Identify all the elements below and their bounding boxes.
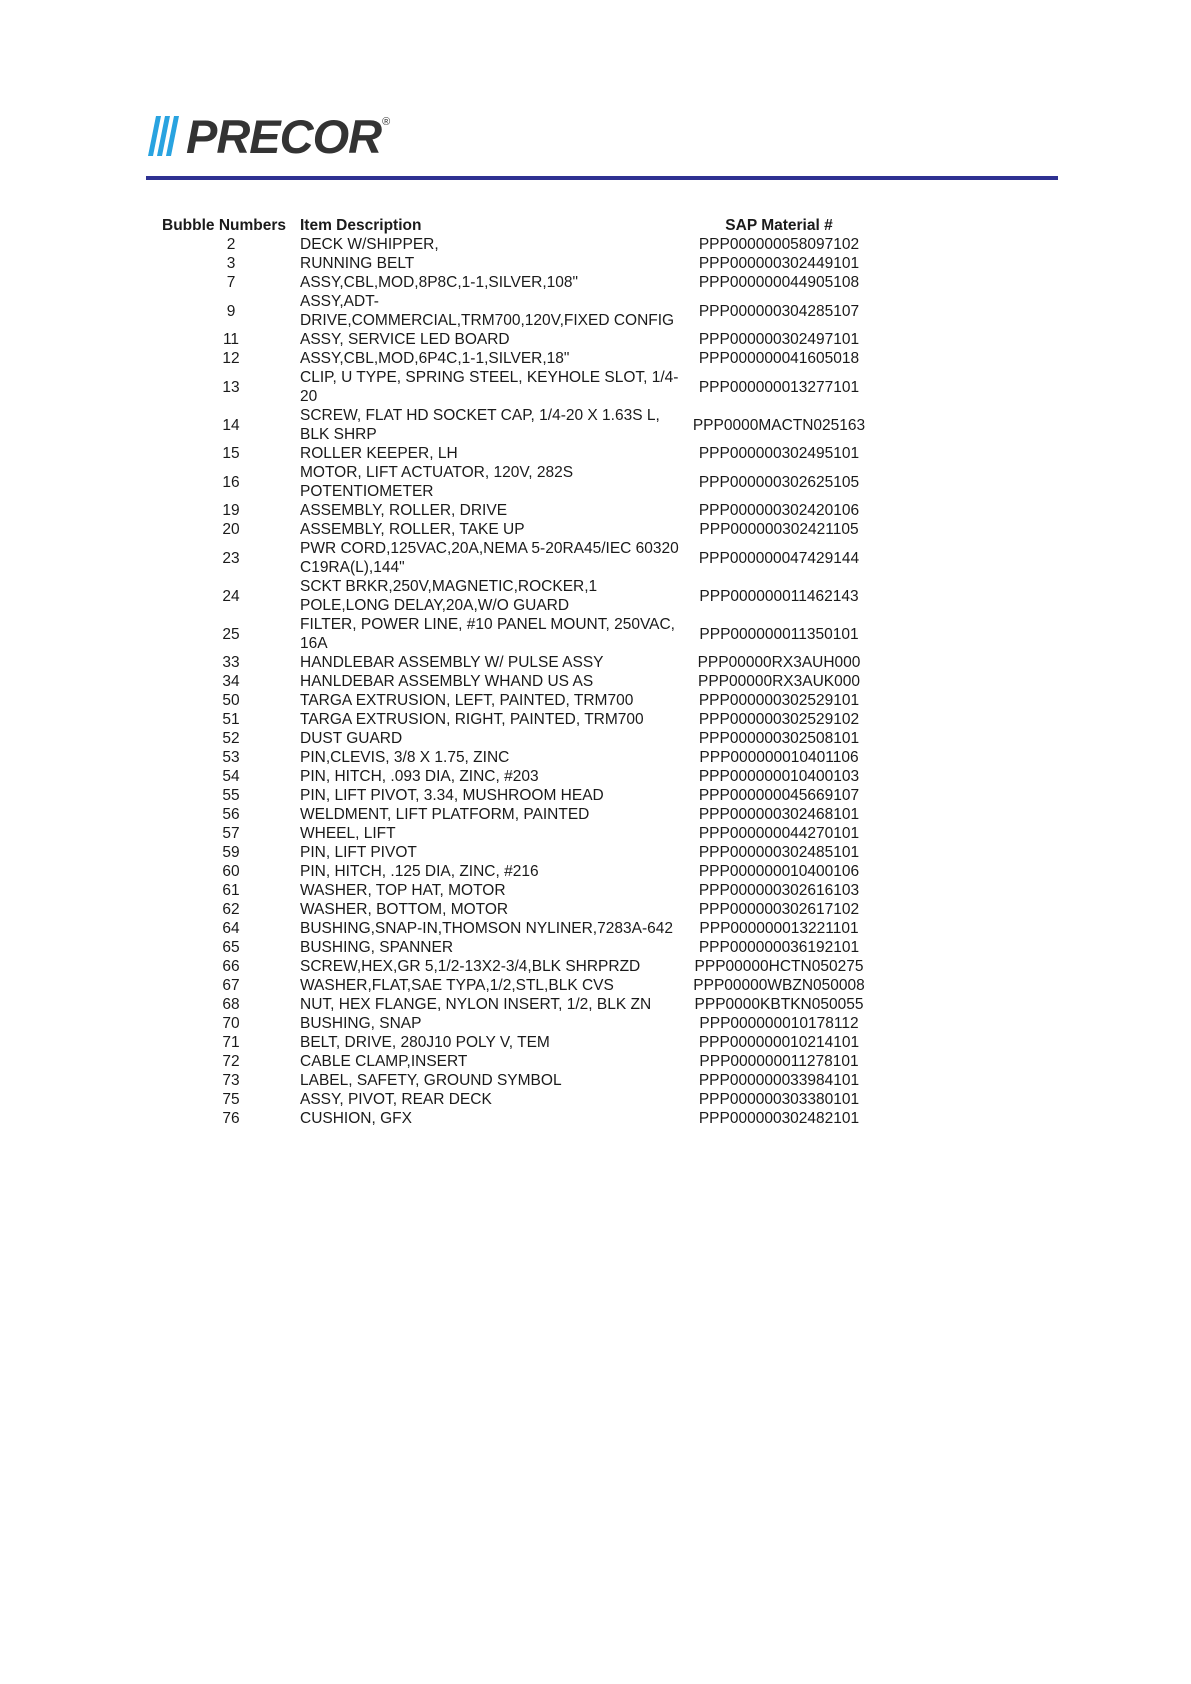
- bubble-number-cell: 33: [222, 654, 240, 671]
- table-row: [162, 1014, 869, 1033]
- header-rule: [146, 176, 1058, 180]
- item-description-cell: NUT, HEX FLANGE, NYLON INSERT, 1/2, BLK ZN: [300, 996, 652, 1013]
- item-description-cell: PIN, LIFT PIVOT: [300, 844, 417, 861]
- item-description-cell: PIN, HITCH, .093 DIA, ZINC, #203: [300, 768, 539, 785]
- precor-logo: [148, 109, 391, 163]
- sap-material-cell: PPP000000302497101: [698, 331, 860, 348]
- table-row: [162, 520, 869, 539]
- sap-material-cell: PPP000000302421105: [699, 521, 859, 538]
- bubble-number-cell: 71: [222, 1034, 240, 1051]
- table-row: [162, 1109, 869, 1128]
- table-row: [162, 957, 869, 976]
- sap-material-cell: PPP000000058097102: [698, 236, 860, 253]
- item-description-cell: CLIP, U TYPE, SPRING STEEL, KEYHOLE SLOT, 1/4-20: [300, 369, 679, 405]
- sap-material-cell: PPP00000RX3AUK000: [697, 673, 860, 690]
- table-row: [162, 653, 869, 672]
- bubble-number-cell: 72: [222, 1053, 240, 1070]
- bubble-number-cell: 24: [222, 587, 240, 605]
- table-row: [162, 254, 869, 273]
- header-bubble-numbers: Bubble Numbers: [162, 217, 287, 234]
- logo-wordmark: PRECOR: [186, 109, 382, 163]
- item-description-cell: ASSY,ADT-DRIVE,COMMERCIAL,TRM700,120V,FIXED CONFIG: [300, 293, 675, 329]
- bubble-number-cell: 16: [222, 473, 240, 491]
- bubble-number-cell: 54: [222, 768, 240, 785]
- table-row: [162, 748, 869, 767]
- table-row: [162, 900, 869, 919]
- item-description-cell: TARGA EXTRUSION, RIGHT, PAINTED, TRM700: [300, 711, 644, 728]
- sap-material-cell: PPP000000010400103: [698, 768, 860, 785]
- sap-material-cell: PPP0000KBTKN050055: [694, 996, 864, 1013]
- bubble-number-cell: 62: [222, 901, 240, 918]
- sap-material-cell: PPP000000304285107: [698, 302, 860, 320]
- bubble-number-cell: 65: [222, 939, 240, 956]
- table-row: [162, 938, 869, 957]
- header-sap-material: SAP Material #: [725, 217, 833, 234]
- sap-material-cell: PPP000000011462143: [699, 587, 859, 605]
- sap-material-cell: PPP000000303380101: [698, 1091, 860, 1108]
- sap-material-cell: PPP000000302485101: [698, 844, 860, 861]
- table-row: [162, 368, 869, 406]
- sap-material-cell: PPP00000HCTN050275: [694, 958, 864, 975]
- item-description-cell: SCREW,HEX,GR 5,1/2-13X2-3/4,BLK SHRPRZD: [300, 958, 641, 975]
- sap-material-cell: PPP00000WBZN050008: [693, 977, 865, 994]
- table-row: [162, 1052, 869, 1071]
- item-description-cell: BELT, DRIVE, 280J10 POLY V, TEM: [300, 1034, 550, 1051]
- table-row: [162, 805, 869, 824]
- table-row: [162, 235, 869, 254]
- table-row: [162, 349, 869, 368]
- item-description-cell: HANDLEBAR ASSEMBLY W/ PULSE ASSY: [300, 654, 604, 671]
- item-description-cell: ROLLER KEEPER, LH: [300, 445, 458, 462]
- bubble-number-cell: 11: [222, 331, 240, 348]
- table-row: [162, 1033, 869, 1052]
- item-description-cell: MOTOR, LIFT ACTUATOR, 120V, 282S POTENTIOMETER: [300, 464, 574, 500]
- sap-material-cell: PPP000000047429144: [698, 549, 860, 567]
- table-header-row: [162, 214, 869, 235]
- parts-table-body: [162, 235, 869, 1128]
- bubble-number-cell: 68: [222, 996, 240, 1013]
- sap-material-cell: PPP000000302616103: [698, 882, 860, 899]
- sap-material-cell: PPP000000010400106: [698, 863, 860, 880]
- sap-material-cell: PPP000000036192101: [698, 939, 860, 956]
- item-description-cell: ASSY,CBL,MOD,6P4C,1-1,SILVER,18": [300, 350, 570, 367]
- logo-stripes-icon: [148, 116, 186, 156]
- item-description-cell: SCKT BRKR,250V,MAGNETIC,ROCKER,1 POLE,LONG DELAY,20A,W/O GUARD: [300, 578, 598, 614]
- bubble-number-cell: 51: [222, 711, 240, 728]
- sap-material-cell: PPP000000013277101: [698, 378, 860, 396]
- table-row: [162, 539, 869, 577]
- item-description-cell: LABEL, SAFETY, GROUND SYMBOL: [300, 1072, 562, 1089]
- item-description-cell: WASHER, BOTTOM, MOTOR: [300, 901, 509, 918]
- sap-material-cell: PPP0000MACTN025163: [692, 416, 866, 434]
- bubble-number-cell: 9: [226, 302, 236, 320]
- item-description-cell: CABLE CLAMP,INSERT: [300, 1053, 468, 1070]
- item-description-cell: SCREW, FLAT HD SOCKET CAP, 1/4-20 X 1.63S L, BLK SHRP: [300, 407, 660, 443]
- table-row: [162, 881, 869, 900]
- table-row: [162, 1071, 869, 1090]
- table-row: [162, 729, 869, 748]
- item-description-cell: HANLDEBAR ASSEMBLY WHAND US AS: [300, 673, 594, 690]
- bubble-number-cell: 23: [222, 549, 240, 567]
- sap-material-cell: PPP000000302495101: [698, 445, 860, 462]
- item-description-cell: BUSHING,SNAP-IN,THOMSON NYLINER,7283A-642: [300, 920, 673, 937]
- bubble-number-cell: 75: [222, 1091, 240, 1108]
- registered-mark: ®: [382, 116, 391, 128]
- bubble-number-cell: 70: [222, 1015, 240, 1032]
- bubble-number-cell: 14: [222, 416, 240, 434]
- table-row: [162, 919, 869, 938]
- item-description-cell: ASSY, PIVOT, REAR DECK: [300, 1091, 492, 1108]
- sap-material-cell: PPP000000302625105: [698, 473, 860, 491]
- table-row: [162, 577, 869, 615]
- sap-material-cell: PPP000000302617102: [698, 901, 860, 918]
- sap-material-cell: PPP000000011350101: [699, 625, 859, 643]
- sap-material-cell: PPP000000302468101: [698, 806, 860, 823]
- sap-material-cell: PPP000000033984101: [698, 1072, 860, 1089]
- sap-material-cell: PPP000000045669107: [698, 787, 860, 804]
- item-description-cell: WELDMENT, LIFT PLATFORM, PAINTED: [300, 806, 590, 823]
- item-description-cell: ASSEMBLY, ROLLER, TAKE UP: [300, 521, 525, 538]
- table-row: [162, 615, 869, 653]
- item-description-cell: ASSY,CBL,MOD,8P8C,1-1,SILVER,108": [300, 274, 579, 291]
- sap-material-cell: PPP000000011278101: [699, 1053, 859, 1070]
- table-row: [162, 330, 869, 349]
- sap-material-cell: PPP000000010178112: [699, 1015, 859, 1032]
- table-row: [162, 824, 869, 843]
- table-row: [162, 444, 869, 463]
- item-description-cell: BUSHING, SNAP: [300, 1015, 422, 1032]
- item-description-cell: PWR CORD,125VAC,20A,NEMA 5-20RA45/IEC 60320 C19RA(L),144": [300, 540, 679, 576]
- bubble-number-cell: 50: [222, 692, 240, 709]
- item-description-cell: WASHER, TOP HAT, MOTOR: [300, 882, 506, 899]
- sap-material-cell: PPP000000013221101: [699, 920, 859, 937]
- table-row: [162, 691, 869, 710]
- bubble-number-cell: 67: [222, 977, 240, 994]
- sap-material-cell: PPP000000302529102: [698, 711, 860, 728]
- bubble-number-cell: 2: [226, 236, 236, 253]
- sap-material-cell: PPP000000010214101: [698, 1034, 860, 1051]
- parts-table: [162, 214, 869, 1128]
- sap-material-cell: PPP000000044905108: [698, 274, 860, 291]
- table-row: [162, 862, 869, 881]
- table-row: [162, 786, 869, 805]
- sap-material-cell: PPP000000302449101: [698, 255, 860, 272]
- sap-material-cell: PPP000000010401106: [699, 749, 859, 766]
- table-row: [162, 976, 869, 995]
- sap-material-cell: PPP000000302529101: [698, 692, 860, 709]
- item-description-cell: CUSHION, GFX: [300, 1110, 412, 1127]
- bubble-number-cell: 3: [226, 255, 236, 272]
- table-row: [162, 710, 869, 729]
- item-description-cell: FILTER, POWER LINE, #10 PANEL MOUNT, 250VAC, 16A: [300, 616, 675, 652]
- bubble-number-cell: 57: [222, 825, 240, 842]
- sap-material-cell: PPP000000044270101: [698, 825, 860, 842]
- bubble-number-cell: 64: [222, 920, 240, 937]
- bubble-number-cell: 60: [222, 863, 240, 880]
- table-row: [162, 767, 869, 786]
- bubble-number-cell: 61: [222, 882, 240, 899]
- item-description-cell: PIN, HITCH, .125 DIA, ZINC, #216: [300, 863, 539, 880]
- bubble-number-cell: 19: [222, 502, 240, 519]
- bubble-number-cell: 73: [222, 1072, 240, 1089]
- item-description-cell: PIN, LIFT PIVOT, 3.34, MUSHROOM HEAD: [300, 787, 604, 804]
- table-row: [162, 995, 869, 1014]
- table-row: [162, 292, 869, 330]
- bubble-number-cell: 59: [222, 844, 240, 861]
- bubble-number-cell: 13: [222, 378, 240, 396]
- item-description-cell: BUSHING, SPANNER: [300, 939, 454, 956]
- item-description-cell: PIN,CLEVIS, 3/8 X 1.75, ZINC: [300, 749, 510, 766]
- bubble-number-cell: 20: [222, 521, 240, 538]
- header-item-description: Item Description: [300, 217, 422, 234]
- item-description-cell: ASSY, SERVICE LED BOARD: [300, 331, 510, 348]
- bubble-number-cell: 76: [222, 1110, 240, 1127]
- bubble-number-cell: 25: [222, 625, 240, 643]
- sap-material-cell: PPP000000302420106: [698, 502, 860, 519]
- bubble-number-cell: 52: [222, 730, 240, 747]
- table-row: [162, 273, 869, 292]
- bubble-number-cell: 56: [222, 806, 240, 823]
- sap-material-cell: PPP00000RX3AUH000: [697, 654, 861, 671]
- bubble-number-cell: 34: [222, 673, 240, 690]
- item-description-cell: RUNNING BELT: [300, 255, 415, 272]
- item-description-cell: WASHER,FLAT,SAE TYPA,1/2,STL,BLK CVS: [300, 977, 614, 994]
- sap-material-cell: PPP000000302508101: [698, 730, 860, 747]
- bubble-number-cell: 66: [222, 958, 240, 975]
- bubble-number-cell: 15: [222, 445, 240, 462]
- bubble-number-cell: 7: [226, 274, 236, 291]
- bubble-number-cell: 53: [222, 749, 240, 766]
- sap-material-cell: PPP000000041605018: [698, 350, 860, 367]
- item-description-cell: DECK W/SHIPPER,: [300, 236, 439, 253]
- table-row: [162, 463, 869, 501]
- table-row: [162, 501, 869, 520]
- table-row: [162, 406, 869, 444]
- item-description-cell: WHEEL, LIFT: [300, 825, 396, 842]
- table-row: [162, 1090, 869, 1109]
- item-description-cell: DUST GUARD: [300, 730, 403, 747]
- bubble-number-cell: 12: [222, 350, 240, 367]
- table-row: [162, 843, 869, 862]
- sap-material-cell: PPP000000302482101: [698, 1110, 860, 1127]
- table-row: [162, 672, 869, 691]
- item-description-cell: ASSEMBLY, ROLLER, DRIVE: [300, 502, 508, 519]
- item-description-cell: TARGA EXTRUSION, LEFT, PAINTED, TRM700: [300, 692, 634, 709]
- bubble-number-cell: 55: [222, 787, 240, 804]
